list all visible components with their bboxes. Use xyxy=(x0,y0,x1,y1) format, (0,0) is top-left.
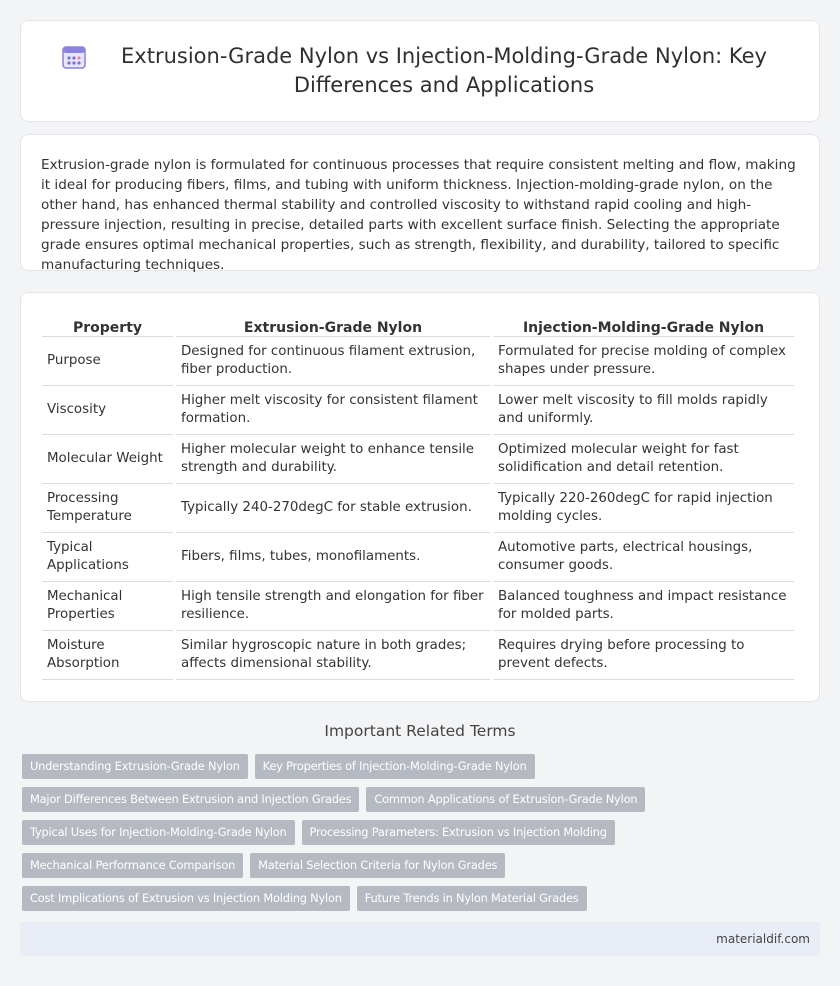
related-term-tag[interactable]: Future Trends in Nylon Material Grades xyxy=(357,886,587,911)
related-term-tag[interactable]: Understanding Extrusion-Grade Nylon xyxy=(22,754,248,779)
related-terms-list xyxy=(22,754,822,919)
column-header-extrusion: Extrusion-Grade Nylon xyxy=(176,313,490,337)
injection-cell: Typically 220-260degC for rapid injection molding cycles. xyxy=(493,484,794,533)
related-term-tag[interactable]: Cost Implications of Extrusion vs Injection Molding Nylon xyxy=(22,886,350,911)
extrusion-cell: High tensile strength and elongation for fiber resilience. xyxy=(176,582,490,631)
table-header-row xyxy=(42,313,794,337)
calendar-icon xyxy=(61,44,87,70)
extrusion-cell: Fibers, films, tubes, monofilaments. xyxy=(176,533,490,582)
related-term-tag[interactable]: Processing Parameters: Extrusion vs Injection Molding xyxy=(302,820,615,845)
related-term-tag[interactable]: Major Differences Between Extrusion and Injection Grades xyxy=(22,787,359,812)
comparison-table xyxy=(39,313,797,680)
table-row xyxy=(42,484,794,533)
footer-site-link[interactable]: materialdif.com xyxy=(716,932,810,946)
property-cell: Processing Temperature xyxy=(42,484,173,533)
page-title: Extrusion-Grade Nylon vs Injection-Molding-Grade Nylon: Key Differences and Applications xyxy=(121,44,767,97)
injection-cell: Automotive parts, electrical housings, consumer goods. xyxy=(493,533,794,582)
table-row xyxy=(42,435,794,484)
intro-card xyxy=(20,134,820,271)
related-term-tag[interactable]: Material Selection Criteria for Nylon Grades xyxy=(250,853,505,878)
extrusion-cell: Typically 240-270degC for stable extrusion. xyxy=(176,484,490,533)
column-header-injection: Injection-Molding-Grade Nylon xyxy=(493,313,794,337)
extrusion-cell: Higher molecular weight to enhance tensile strength and durability. xyxy=(176,435,490,484)
table-row xyxy=(42,386,794,435)
property-cell: Molecular Weight xyxy=(42,435,173,484)
extrusion-cell: Higher melt viscosity for consistent filament formation. xyxy=(176,386,490,435)
injection-cell: Balanced toughness and impact resistance for molded parts. xyxy=(493,582,794,631)
property-cell: Viscosity xyxy=(42,386,173,435)
injection-cell: Formulated for precise molding of complex shapes under pressure. xyxy=(493,337,794,386)
header-card xyxy=(20,20,820,122)
column-header-property: Property xyxy=(42,313,173,337)
extrusion-cell: Similar hygroscopic nature in both grades; affects dimensional stability. xyxy=(176,631,490,680)
table-row xyxy=(42,337,794,386)
intro-paragraph: Extrusion-grade nylon is formulated for continuous processes that require consistent melting and flow, making it ideal for producing fibers, films, and tubing with uniform thickness. Injection-molding-grade nylon, on the other hand, has enhanced thermal stability and controlled viscosity to withstand rapid cooling and high-pressure injection, resulting in precise, detailed parts with excellent surface finish. Selecting the appropriate grade ensures optimal mechanical properties, such as strength, flexibility, and durability, tailored to specific manufacturing techniques. xyxy=(41,157,796,273)
comparison-table-card xyxy=(20,292,820,702)
footer xyxy=(20,922,820,956)
property-cell: Typical Applications xyxy=(42,533,173,582)
related-term-tag[interactable]: Typical Uses for Injection-Molding-Grade Nylon xyxy=(22,820,295,845)
injection-cell: Lower melt viscosity to fill molds rapidly and uniformly. xyxy=(493,386,794,435)
related-term-tag[interactable]: Key Properties of Injection-Molding-Grade Nylon xyxy=(255,754,535,779)
related-term-tag[interactable]: Mechanical Performance Comparison xyxy=(22,853,243,878)
injection-cell: Requires drying before processing to prevent defects. xyxy=(493,631,794,680)
table-row xyxy=(42,533,794,582)
table-row xyxy=(42,582,794,631)
property-cell: Purpose xyxy=(42,337,173,386)
related-term-tag[interactable]: Common Applications of Extrusion-Grade Nylon xyxy=(366,787,645,812)
table-row xyxy=(42,631,794,680)
property-cell: Moisture Absorption xyxy=(42,631,173,680)
property-cell: Mechanical Properties xyxy=(42,582,173,631)
related-terms-heading: Important Related Terms xyxy=(324,722,516,740)
injection-cell: Optimized molecular weight for fast solidification and detail retention. xyxy=(493,435,794,484)
extrusion-cell: Designed for continuous filament extrusion, fiber production. xyxy=(176,337,490,386)
